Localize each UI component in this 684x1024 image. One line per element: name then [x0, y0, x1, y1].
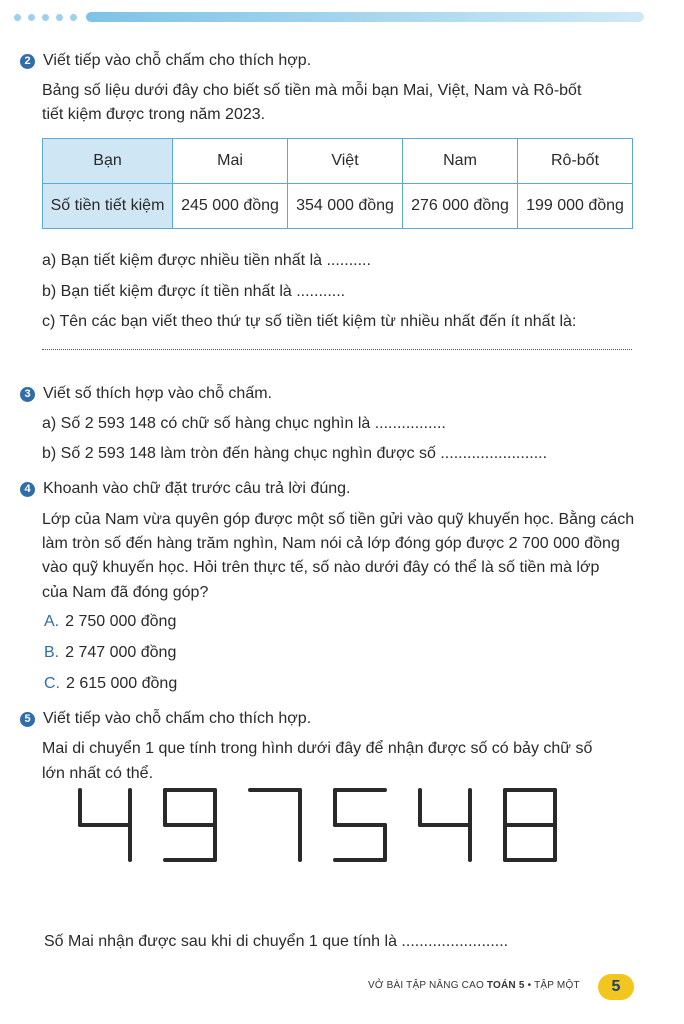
footer-title	[368, 980, 580, 991]
table-header-cell: Nam	[403, 139, 518, 184]
savings-table	[42, 138, 633, 229]
option-text: 2 747 000 đồng	[65, 644, 177, 661]
option-letter: B.	[44, 644, 60, 661]
table-cell: 354 000 đồng	[288, 184, 403, 229]
q5-instruction: Viết tiếp vào chỗ chấm cho thích hợp.	[43, 710, 312, 727]
q2-number: 2	[20, 54, 35, 69]
q4-text-1: Lớp của Nam vừa quyên góp được một số tiền gửi vào quỹ khuyến học. Bằng cách	[42, 511, 635, 528]
q5-heading	[20, 709, 311, 729]
q5-text-1: Mai di chuyển 1 que tính trong hình dưới đây để nhận được số có bảy chữ số	[42, 740, 593, 757]
footer-suffix: • TẬP MỘT	[524, 980, 580, 991]
option-text: 2 750 000 đồng	[65, 613, 177, 630]
decor-dot	[42, 14, 49, 21]
q2-intro-1: Bảng số liệu dưới đây cho biết số tiền mà mỗi bạn Mai, Việt, Nam và Rô-bốt	[42, 82, 582, 99]
table-header-cell: Mai	[173, 139, 288, 184]
q2-intro-2: tiết kiệm được trong năm 2023.	[42, 106, 266, 123]
table-cell: 276 000 đồng	[403, 184, 518, 229]
q2-part-a: a) Bạn tiết kiệm được nhiều tiền nhất là ..........	[42, 252, 371, 269]
option-letter: A.	[44, 613, 60, 630]
q4-heading	[20, 479, 350, 499]
table-header-cell: Việt	[288, 139, 403, 184]
matchstick-digit	[250, 790, 300, 860]
option-text: 2 615 000 đồng	[66, 675, 178, 692]
q4-instruction: Khoanh vào chữ đặt trước câu trả lời đúng.	[43, 480, 351, 497]
q4-option-a[interactable]	[44, 609, 176, 635]
decor-bar	[86, 12, 644, 22]
page-number: 5	[598, 974, 634, 1000]
matchstick-digit	[335, 790, 385, 860]
decor-dot	[70, 14, 77, 21]
decor-dot	[56, 14, 63, 21]
matchstick-digit	[80, 790, 130, 860]
table-row	[43, 184, 633, 229]
decor-dot	[28, 14, 35, 21]
q3-heading	[20, 384, 272, 404]
q5-answer-line: Số Mai nhận được sau khi di chuyển 1 que tính là ........................	[44, 933, 509, 950]
q4-text-4: của Nam đã đóng góp?	[42, 584, 209, 601]
table-cell: 199 000 đồng	[518, 184, 633, 229]
top-decoration	[14, 12, 644, 22]
q4-text-3: vào quỹ khuyến học. Hỏi trên thực tế, số nào dưới đây có thể là số tiền mà lớp	[42, 559, 600, 576]
table-header-cell: Bạn	[43, 139, 173, 184]
q3-part-a: a) Số 2 593 148 có chữ số hàng chục nghìn là ................	[42, 415, 446, 432]
q5-text-2: lớn nhất có thể.	[42, 765, 154, 782]
q4-number: 4	[20, 482, 35, 497]
q4-option-c[interactable]	[44, 671, 177, 697]
option-letter: C.	[44, 675, 60, 692]
q4-option-b[interactable]	[44, 640, 176, 666]
q5-number: 5	[20, 712, 35, 727]
q3-instruction: Viết số thích hợp vào chỗ chấm.	[43, 385, 272, 402]
q2-part-c: c) Tên các bạn viết theo thứ tự số tiền tiết kiệm từ nhiều nhất đến ít nhất là:	[42, 313, 577, 330]
footer-subject: TOÁN 5	[486, 980, 525, 991]
q3-part-b: b) Số 2 593 148 làm tròn đến hàng chục nghìn được số ........................	[42, 445, 548, 462]
table-cell: 245 000 đồng	[173, 184, 288, 229]
q2-instruction: Viết tiếp vào chỗ chấm cho thích hợp.	[43, 52, 312, 69]
matchstick-digit	[505, 790, 555, 860]
q4-text-2: làm tròn số đến hàng trăm nghìn, Nam nói cả lớp đóng góp được 2 700 000 đồng	[42, 535, 620, 552]
table-header-cell: Rô-bốt	[518, 139, 633, 184]
q2-part-b: b) Bạn tiết kiệm được ít tiền nhất là ...........	[42, 283, 346, 300]
matchstick-digits	[70, 785, 590, 865]
table-cell: Số tiền tiết kiệm	[43, 184, 173, 229]
table-header-row	[43, 139, 633, 184]
footer-prefix: VỞ BÀI TẬP NÂNG CAO	[368, 980, 487, 991]
matchstick-digit	[165, 790, 215, 860]
q3-number: 3	[20, 387, 35, 402]
q2-heading	[20, 51, 311, 71]
answer-dotted-line[interactable]	[42, 349, 632, 350]
matchstick-digit	[420, 790, 470, 860]
decor-dot	[14, 14, 21, 21]
